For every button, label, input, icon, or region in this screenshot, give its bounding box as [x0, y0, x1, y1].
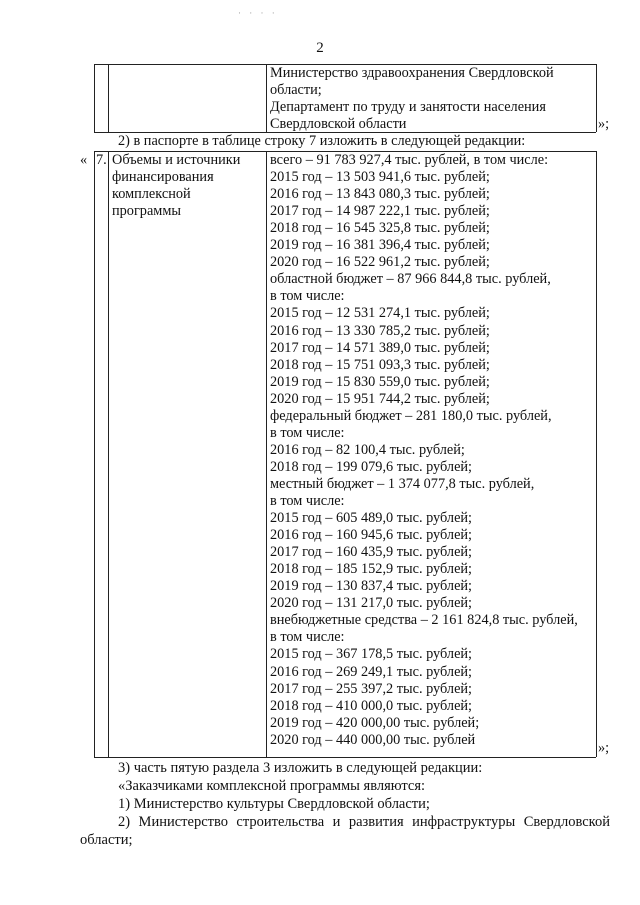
row-title-line: программы — [112, 203, 182, 219]
financing-line: 2016 год – 82 100,4 тыс. рублей; — [270, 441, 465, 458]
financing-line: 2015 год – 12 531 274,1 тыс. рублей; — [270, 305, 490, 322]
table1-line: Департамент по труду и занятости населения — [270, 99, 546, 115]
financing-line: местный бюджет – 1 374 077,8 тыс. рублей, — [270, 475, 535, 492]
row-number: 7. — [96, 152, 107, 168]
financing-line: 2017 год – 255 397,2 тыс. рублей; — [270, 680, 473, 697]
table1-line: Свердловской области — [270, 116, 407, 132]
financing-line: 2016 год – 160 945,6 тыс. рублей; — [270, 527, 473, 544]
table1-line: области; — [270, 82, 322, 98]
paragraph-3: 3) часть пятую раздела 3 изложить в следующей редакции: — [118, 760, 483, 776]
financing-line: областной бюджет – 87 966 844,8 тыс. рублей, — [270, 271, 551, 288]
financing-line: 2018 год – 199 079,6 тыс. рублей; — [270, 458, 473, 475]
financing-line: 2016 год – 13 330 785,2 тыс. рублей; — [270, 322, 490, 339]
page-number: 2 — [316, 40, 324, 56]
paragraph-5: 1) Министерство культуры Свердловской области; — [118, 796, 430, 812]
financing-line: 2017 год – 14 987 222,1 тыс. рублей; — [270, 203, 490, 220]
instruction-2: 2) в паспорте в таблице строку 7 изложить в следующей редакции: — [118, 133, 526, 149]
paragraph-4: «Заказчиками комплексной программы являются: — [118, 778, 426, 794]
financing-line: 2020 год – 16 522 961,2 тыс. рублей; — [270, 254, 490, 271]
paragraph-6-cont: области; — [80, 832, 133, 848]
financing-line: федеральный бюджет – 281 180,0 тыс. рублей, — [270, 407, 552, 424]
financing-line: 2019 год – 16 381 396,4 тыс. рублей; — [270, 237, 490, 254]
closing-quote: »; — [598, 740, 610, 756]
financing-line: 2017 год – 14 571 389,0 тыс. рублей; — [270, 339, 490, 356]
closing-quote: »; — [598, 116, 610, 132]
financing-line: в том числе: — [270, 424, 345, 441]
financing-line: 2015 год – 13 503 941,6 тыс. рублей; — [270, 169, 490, 186]
financing-line: 2016 год – 269 249,1 тыс. рублей; — [270, 663, 473, 680]
row-title-line: Объемы и источники — [112, 152, 241, 168]
financing-line: 2016 год – 13 843 080,3 тыс. рублей; — [270, 186, 490, 203]
scan-noise: · · · · — [238, 8, 278, 18]
table1-line: Министерство здравоохранения Свердловской — [270, 65, 554, 81]
row-title-line: финансирования — [112, 169, 214, 185]
financing-line: 2019 год – 130 837,4 тыс. рублей; — [270, 578, 473, 595]
financing-line: 2020 год – 131 217,0 тыс. рублей; — [270, 595, 473, 612]
financing-line: в том числе: — [270, 629, 345, 646]
financing-line: в том числе: — [270, 493, 345, 509]
financing-line: в том числе: — [270, 288, 345, 305]
financing-line: 2017 год – 160 435,9 тыс. рублей; — [270, 544, 473, 561]
opening-quote: « — [80, 152, 88, 168]
financing-line: 2019 год – 420 000,00 тыс. рублей; — [270, 714, 480, 731]
financing-line: 2015 год – 367 178,5 тыс. рублей; — [270, 646, 473, 663]
financing-line: 2018 год – 15 751 093,3 тыс. рублей; — [270, 356, 490, 373]
financing-line: 2020 год – 15 951 744,2 тыс. рублей; — [270, 390, 490, 407]
financing-line: 2018 год – 16 545 325,8 тыс. рублей; — [270, 220, 490, 237]
financing-line: 2018 год – 185 152,9 тыс. рублей; — [270, 561, 473, 578]
financing-line: 2020 год – 440 000,00 тыс. рублей — [270, 731, 476, 748]
financing-line: всего – 91 783 927,4 тыс. рублей, в том числе: — [270, 152, 549, 168]
financing-line: 2015 год – 605 489,0 тыс. рублей; — [270, 510, 473, 527]
row-title-line: комплексной — [112, 186, 191, 202]
financing-line: внебюджетные средства – 2 161 824,8 тыс. рублей, — [270, 612, 578, 629]
financing-line: 2019 год – 15 830 559,0 тыс. рублей; — [270, 373, 490, 390]
financing-line: 2018 год – 410 000,0 тыс. рублей; — [270, 697, 473, 714]
paragraph-6: 2) Министерство строительства и развития инфраструктуры Свердловской — [118, 814, 610, 830]
